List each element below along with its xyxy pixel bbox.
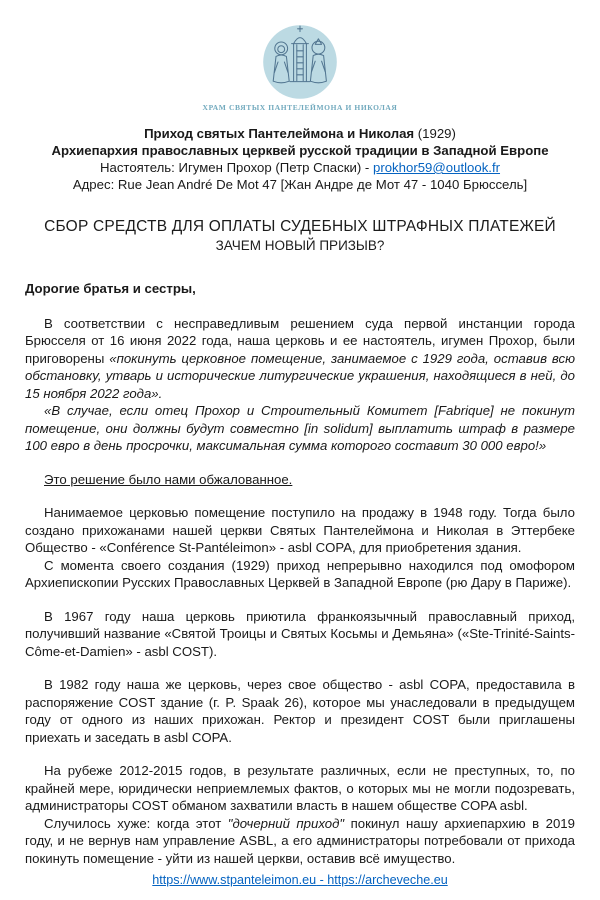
ruling-quote: «покинуть церковное помещение, занимаемое с 1929 года, оставив всю обстановку, утварь и исторические литургические украшения, находящиеся в ней, до 15 ноября 2022 года». <box>25 350 575 401</box>
title-main: СБОР СРЕДСТВ ДЛЯ ОПЛАТЫ СУДЕБНЫХ ШТРАФНЫХ ПЛАТЕЖЕЙ <box>44 218 556 235</box>
footer-links <box>25 872 575 889</box>
text-run: В соответствии с несправедливым решением суда первой инстанции города Брюсселя от 16 июня 2022 года, наша церковь и ее настоятель, игумен Прохор, были приговорены <box>25 315 575 366</box>
parish-founding-year: (1929) <box>414 126 456 141</box>
rector-line <box>25 159 575 176</box>
paragraph-2019-departure <box>25 815 575 868</box>
paragraph-1948-sale: Нанимаемое церковью помещение поступило на продажу в 1948 году. Тогда было создано прихожанами нашей церкви Святых Пантелеймона и Николая в Эттербеке Общество - «Conférence St-Pantéleimon» - asbl COPA, для приобретения здания. <box>25 505 575 555</box>
paragraph-omophorion: С момента своего создания (1929) приход непрерывно находился под омофором Архиепископии Русских Православных Церквей в Западной Европе (рю Дару в Париже). <box>25 557 575 590</box>
letterhead <box>25 125 575 193</box>
church-saints-logo-icon <box>260 22 340 102</box>
paragraph-fine-quote: «В случае, если отец Прохор и Строительный Комитет [Fabrique] не покинут помещение, они должны будут совместно [in solidum] выплатить штраф в размере 100 евро в день просрочки, максимальная сумма которого составит 30 000 евро!» <box>25 403 575 453</box>
paragraph-2012-2015-takeover: На рубеже 2012-2015 годов, в результате различных, если не преступных, то, по крайней мере, юридически неприемлемых фактов, о которых мы не могли подозревать, администраторы COST обманом захватили власть в нашем обществе COPA asbl. <box>25 763 575 813</box>
title-subtitle: ЗАЧЕМ НОВЫЙ ПРИЗЫВ? <box>215 238 385 253</box>
daughter-parish-quote: "дочерний приход" <box>227 815 345 831</box>
parish-logo <box>25 22 575 112</box>
rector-email-link[interactable]: prokhor59@outlook.fr <box>373 160 501 175</box>
underlined-statement: Это решение было нами обжалованное. <box>44 471 293 487</box>
document-title <box>25 217 575 255</box>
salutation: Дорогие братья и сестры, <box>25 281 196 296</box>
paragraph-appeal <box>25 471 575 489</box>
archeveche-site-link[interactable]: https://archeveche.eu <box>327 873 448 887</box>
logo-caption: ХРАМ СВЯТЫХ ПАНТЕЛЕЙМОНА И НИКОЛАЯ <box>202 103 398 112</box>
parish-name: Приход святых Пантелеймона и Николая <box>144 126 415 141</box>
text-run: покинул нашу архиепархию в 2019 году, и не вернув нам управление ASBL, а его администраторы потребовали от прихода покинуть помещение - уйти из нашей церкви, оставив всё имущество. <box>25 815 575 866</box>
paragraph-court-decision <box>25 315 575 403</box>
letter-body <box>25 280 575 867</box>
paragraph-1967-parish: В 1967 году наша церковь приютила франкоязычный православный приход, получивший название «Святой Троицы и Святых Косьмы и Демьяна» («Ste-Trinité-Saints-Côme-et-Damien» - asbl COST). <box>25 608 575 659</box>
stpanteleimon-site-link[interactable]: https://www.stpanteleimon.eu <box>152 873 317 887</box>
text-run: Случилось хуже: когда этот <box>44 815 228 831</box>
parish-name-line <box>25 125 575 142</box>
address-line: Адрес: Rue Jean André De Mot 47 [Жан Андре де Мот 47 - 1040 Брюссель] <box>72 177 528 192</box>
rector-label: Настоятель: Игумен Прохор (Петр Спаски) - <box>99 160 373 175</box>
link-separator: - <box>316 873 328 887</box>
paragraph-1982-building: В 1982 году наша же церковь, через свое общество - asbl COPA, предоставила в распоряжение COST здание (г. P. Spaak 26), которое мы унаследовали в предыдущем году от одного из наших прихожан. Ректор и президент COST были приглашены приехать и заседать в asbl COPA. <box>25 677 575 745</box>
archdiocese-line: Архиепархия православных церквей русской традиции в Западной Европе <box>51 143 549 158</box>
